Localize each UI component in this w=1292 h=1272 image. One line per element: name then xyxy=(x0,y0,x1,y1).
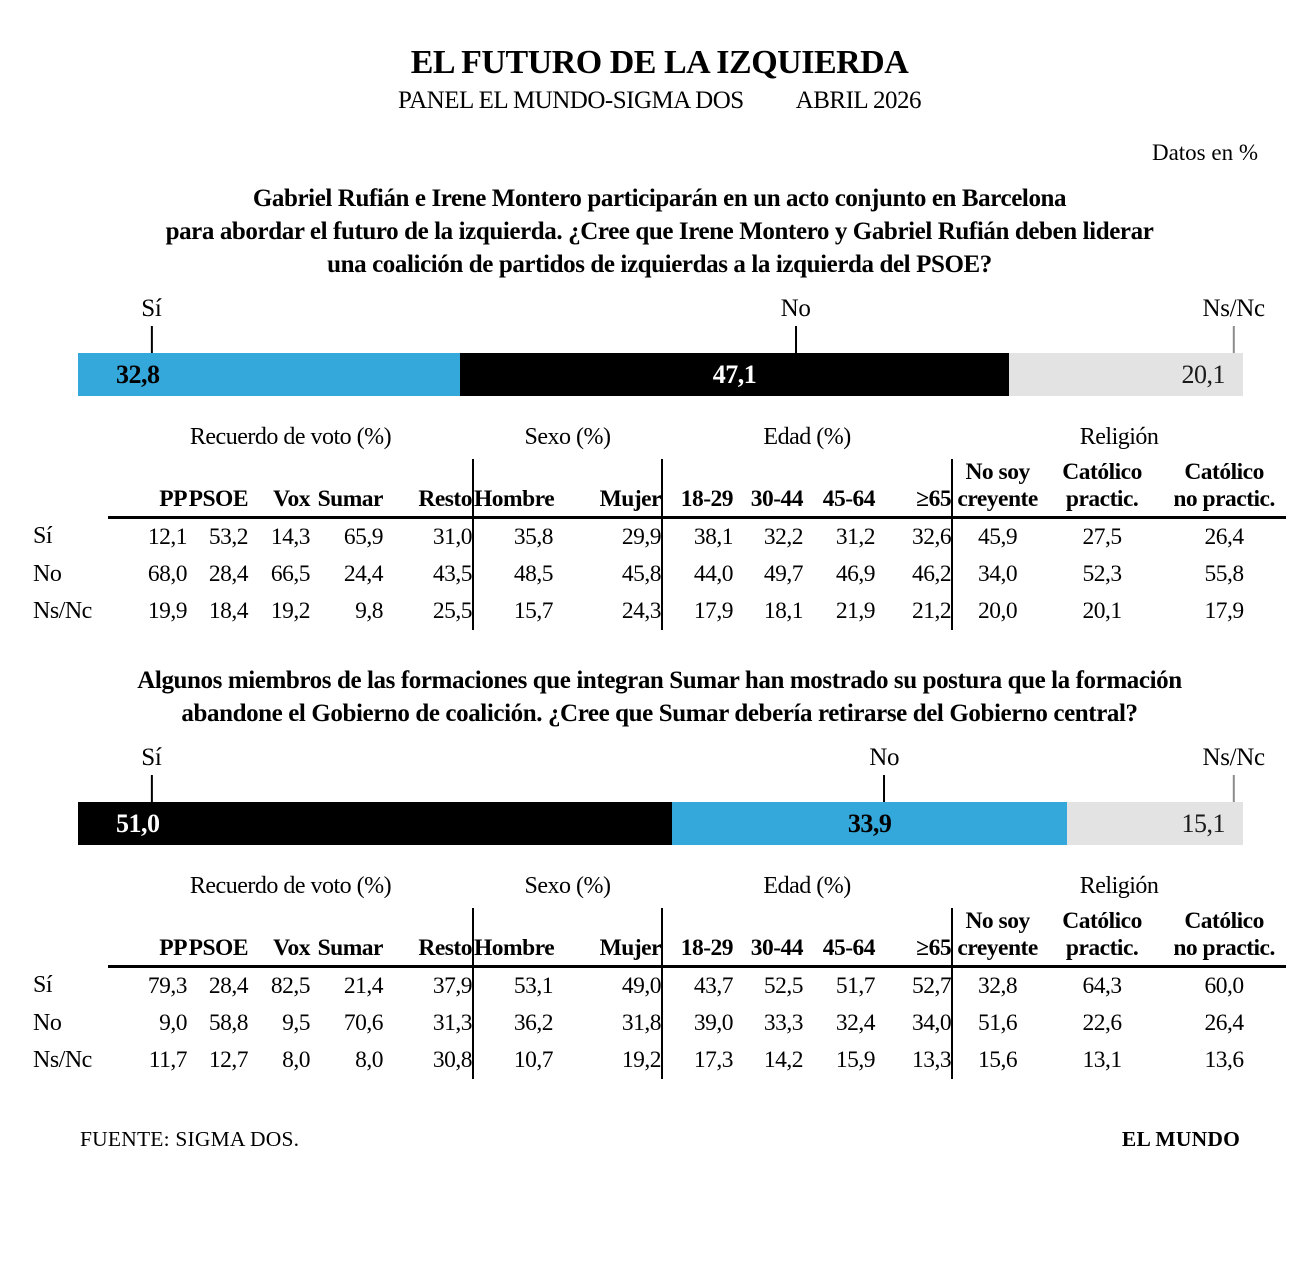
data-cell: 19,2 xyxy=(621,1047,662,1073)
data-cell: 21,2 xyxy=(911,598,952,624)
panel-subtitle xyxy=(33,86,1286,116)
data-cell: 14,3 xyxy=(270,524,310,550)
data-cell: 34,0 xyxy=(911,1010,952,1036)
data-cell: 17,9 xyxy=(662,593,733,630)
column-header xyxy=(473,908,553,967)
bar-category-label: Sí xyxy=(141,295,162,322)
column-header xyxy=(473,459,553,518)
data-cell: 37,9 xyxy=(432,973,473,999)
data-cell: 43,5 xyxy=(432,561,473,587)
column-header-line: Católico xyxy=(1062,908,1142,934)
question-line: para abordar el futuro de la izquierda. ¿Cree que Irene Montero y Gabriel Rufián deben liderar xyxy=(165,218,1154,245)
bar-category-si xyxy=(141,744,161,802)
data-cell: 31,8 xyxy=(621,1010,662,1036)
bar-segment-si xyxy=(78,802,672,845)
column-header-line: Resto xyxy=(418,486,473,512)
data-cell: 45,9 xyxy=(952,518,1042,557)
group-header: Edad (%) xyxy=(763,424,851,450)
group-header: Religión xyxy=(1079,424,1159,450)
column-header xyxy=(108,459,187,518)
data-cell: 21,4 xyxy=(343,973,383,999)
column-header-line: Católico xyxy=(1184,459,1264,485)
data-cell: 79,3 xyxy=(147,973,187,999)
bar-tick xyxy=(795,326,797,353)
data-cell: 9,8 xyxy=(355,598,383,624)
data-cell: 48,5 xyxy=(473,556,553,593)
bar-tick xyxy=(1233,326,1235,353)
column-header-line: ≥65 xyxy=(916,935,952,961)
bar-category-label: No xyxy=(780,295,811,322)
data-cell: 24,3 xyxy=(621,598,662,624)
column-header-line: Hombre xyxy=(474,486,555,512)
data-cell: 28,4 xyxy=(208,973,248,999)
data-cell: 12,1 xyxy=(147,524,187,550)
data-cell: 30,8 xyxy=(432,1047,473,1073)
data-cell: 19,9 xyxy=(147,598,187,624)
column-header-line: Sumar xyxy=(317,486,383,512)
column-header xyxy=(1162,459,1286,518)
column-header xyxy=(1162,908,1286,967)
column-header xyxy=(310,459,383,518)
footer xyxy=(80,1127,1240,1152)
bar-category-label: Sí xyxy=(141,744,162,771)
column-header xyxy=(553,908,662,967)
table-row xyxy=(33,593,1286,630)
bar-category-labels xyxy=(78,742,1265,802)
column-header xyxy=(733,908,803,967)
column-header xyxy=(803,908,875,967)
column-header xyxy=(383,908,473,967)
column-header-line: Hombre xyxy=(474,935,555,961)
data-cell: 52,5 xyxy=(763,973,804,999)
data-cell: 53,2 xyxy=(208,524,248,550)
data-cell: 15,9 xyxy=(835,1047,876,1073)
column-header-line: creyente xyxy=(957,486,1038,512)
bar-category-label: Ns/Nc xyxy=(1202,744,1265,771)
group-header: Sexo (%) xyxy=(524,873,611,899)
infographic xyxy=(0,44,1286,1152)
data-cell: 24,4 xyxy=(343,561,383,587)
source-label: FUENTE: SIGMA DOS. xyxy=(80,1127,300,1151)
data-cell: 8,0 xyxy=(282,1047,310,1073)
bar-tick xyxy=(883,775,885,802)
data-cell: 18,1 xyxy=(763,598,804,624)
data-cell: 20,1 xyxy=(1082,598,1122,624)
data-cell: 15,7 xyxy=(473,593,553,630)
data-cell: 52,3 xyxy=(1082,561,1122,587)
column-header xyxy=(662,908,733,967)
question-text xyxy=(33,664,1286,730)
bar-tick xyxy=(1233,775,1235,802)
survey-block-1 xyxy=(33,182,1286,630)
column-header-line: ≥65 xyxy=(916,486,952,512)
column-header xyxy=(875,459,952,518)
row-label: Ns/Nc xyxy=(33,1047,92,1073)
group-header: Recuerdo de voto (%) xyxy=(189,424,392,450)
data-cell: 46,2 xyxy=(911,561,952,587)
table-row xyxy=(33,518,1286,557)
data-cell: 38,1 xyxy=(662,518,733,557)
question-line: Algunos miembros de las formaciones que integran Sumar han mostrado su postura que la formación xyxy=(137,667,1182,694)
bar-category-nsnc xyxy=(1202,295,1264,353)
column-header-line: practic. xyxy=(1065,486,1139,512)
row-label: No xyxy=(33,1010,62,1036)
stacked-bar-area xyxy=(78,293,1265,396)
data-cell: 44,0 xyxy=(662,556,733,593)
column-header-line: Vox xyxy=(273,935,310,961)
column-header xyxy=(1042,908,1162,967)
column-header-line: Mujer xyxy=(599,486,662,512)
column-header-line: 45-64 xyxy=(822,935,876,961)
data-cell: 17,9 xyxy=(1204,598,1244,624)
data-cell: 66,5 xyxy=(270,561,310,587)
data-cell: 55,8 xyxy=(1204,561,1244,587)
group-header: Edad (%) xyxy=(763,873,851,899)
data-cell: 46,9 xyxy=(835,561,876,587)
data-cell: 68,0 xyxy=(147,561,187,587)
data-cell: 45,8 xyxy=(621,561,662,587)
column-header xyxy=(187,459,248,518)
stacked-bar xyxy=(78,802,1243,845)
group-header: Religión xyxy=(1079,873,1159,899)
column-header-line: creyente xyxy=(957,935,1038,961)
data-cell: 13,1 xyxy=(1082,1047,1122,1073)
column-header xyxy=(248,459,310,518)
column-header-line: 30-44 xyxy=(750,486,804,512)
bar-segment-nsnc xyxy=(1009,353,1243,396)
bar-category-label: No xyxy=(869,744,900,771)
column-header-line: Mujer xyxy=(599,935,662,961)
data-cell: 39,0 xyxy=(662,1005,733,1042)
data-cell: 9,0 xyxy=(159,1010,187,1036)
data-cell: 11,7 xyxy=(148,1047,187,1073)
bar-value: 47,1 xyxy=(712,359,757,389)
data-cell: 35,8 xyxy=(473,518,553,557)
data-cell: 17,3 xyxy=(662,1042,733,1079)
column-header-row xyxy=(33,459,1286,518)
column-header-row xyxy=(33,908,1286,967)
data-cell: 15,6 xyxy=(952,1042,1042,1079)
data-cell: 53,1 xyxy=(473,967,553,1006)
data-cell: 58,8 xyxy=(208,1010,248,1036)
survey-block-2 xyxy=(33,664,1286,1079)
bar-segment-nsnc xyxy=(1067,802,1243,845)
data-cell: 13,3 xyxy=(911,1047,952,1073)
group-header: Sexo (%) xyxy=(524,424,611,450)
data-cell: 10,7 xyxy=(473,1042,553,1079)
question-line: abandone el Gobierno de coalición. ¿Cree que Sumar debería retirarse del Gobierno central? xyxy=(181,700,1138,727)
column-header-line: 30-44 xyxy=(750,935,804,961)
column-header xyxy=(383,459,473,518)
data-cell: 22,6 xyxy=(1082,1010,1122,1036)
column-header xyxy=(1042,459,1162,518)
page-title: EL FUTURO DE LA IZQUIERDA xyxy=(410,44,909,81)
data-cell: 51,6 xyxy=(952,1005,1042,1042)
bar-tick xyxy=(150,775,152,802)
panel-name: PANEL EL MUNDO-SIGMA DOS xyxy=(398,87,744,114)
crosstab-table-2 xyxy=(33,873,1286,1079)
bar-category-label: Ns/Nc xyxy=(1202,295,1265,322)
column-header xyxy=(875,908,952,967)
brand-label: EL MUNDO xyxy=(1121,1127,1240,1151)
data-cell: 82,5 xyxy=(270,973,310,999)
column-header-line: PSOE xyxy=(188,486,248,512)
stacked-bar-area xyxy=(78,742,1265,845)
bar-segment-no xyxy=(672,802,1067,845)
column-header xyxy=(187,908,248,967)
column-header-line: Vox xyxy=(273,486,310,512)
column-header-line: No soy xyxy=(965,908,1030,934)
bar-value: 15,1 xyxy=(1181,808,1225,838)
data-cell: 70,6 xyxy=(343,1010,383,1036)
panel-date: ABRIL 2026 xyxy=(795,87,921,114)
data-cell: 31,2 xyxy=(835,524,876,550)
data-cell: 26,4 xyxy=(1204,1010,1244,1036)
group-header-row xyxy=(33,873,1286,908)
bar-value: 33,9 xyxy=(847,808,892,838)
table-row xyxy=(33,967,1286,1006)
row-label: Sí xyxy=(33,972,53,999)
data-cell: 51,7 xyxy=(835,973,876,999)
data-cell: 43,7 xyxy=(662,967,733,1006)
crosstab-table-1 xyxy=(33,424,1286,630)
column-header-line: no practic. xyxy=(1173,486,1275,512)
row-label: Sí xyxy=(33,523,53,550)
row-label: Ns/Nc xyxy=(33,598,92,624)
bar-category-no xyxy=(869,744,899,802)
data-cell: 32,2 xyxy=(763,524,804,550)
column-header-line: practic. xyxy=(1065,935,1139,961)
group-header: Recuerdo de voto (%) xyxy=(189,873,392,899)
data-cell: 36,2 xyxy=(473,1005,553,1042)
data-cell: 33,3 xyxy=(763,1010,804,1036)
data-cell: 60,0 xyxy=(1204,973,1244,999)
column-header-line: Católico xyxy=(1184,908,1264,934)
bar-category-nsnc xyxy=(1202,744,1264,802)
data-cell: 26,4 xyxy=(1204,524,1244,550)
data-cell: 32,4 xyxy=(835,1010,876,1036)
column-header xyxy=(803,459,875,518)
survey-blocks xyxy=(33,182,1286,1079)
column-header-line: 18-29 xyxy=(680,486,734,512)
column-header xyxy=(952,908,1042,967)
bar-category-no xyxy=(781,295,811,353)
bar-segment-si xyxy=(78,353,460,396)
data-cell: 65,9 xyxy=(343,524,383,550)
table-row xyxy=(33,1042,1286,1079)
bar-tick xyxy=(150,326,152,353)
column-header-line: PP xyxy=(159,486,187,512)
column-header xyxy=(662,459,733,518)
data-cell: 29,9 xyxy=(621,524,662,550)
column-header xyxy=(108,908,187,967)
bar-category-labels xyxy=(78,293,1265,353)
question-line: Gabriel Rufián e Irene Montero participarán en un acto conjunto en Barcelona xyxy=(252,185,1067,212)
data-cell: 28,4 xyxy=(208,561,248,587)
bar-category-si xyxy=(141,295,161,353)
column-header-line: 45-64 xyxy=(822,486,876,512)
data-cell: 9,5 xyxy=(282,1010,310,1036)
column-header xyxy=(553,459,662,518)
data-cell: 20,0 xyxy=(952,593,1042,630)
stacked-bar xyxy=(78,353,1243,396)
bar-segment-no xyxy=(460,353,1009,396)
bar-value: 51,0 xyxy=(116,808,160,838)
data-cell: 13,6 xyxy=(1204,1047,1244,1073)
data-cell: 18,4 xyxy=(208,598,248,624)
data-cell: 25,5 xyxy=(432,598,473,624)
column-header xyxy=(248,908,310,967)
data-cell: 52,7 xyxy=(911,973,952,999)
column-header-line: No soy xyxy=(965,459,1030,485)
data-cell: 21,9 xyxy=(835,598,876,624)
column-header-line: Sumar xyxy=(317,935,383,961)
row-label: No xyxy=(33,561,62,587)
column-header-line: PSOE xyxy=(188,935,248,961)
data-cell: 31,3 xyxy=(432,1010,473,1036)
column-header-line: no practic. xyxy=(1173,935,1275,961)
question-text xyxy=(33,182,1286,281)
data-cell: 31,0 xyxy=(432,524,473,550)
data-cell: 49,0 xyxy=(621,973,662,999)
data-cell: 32,8 xyxy=(952,967,1042,1006)
bar-value: 20,1 xyxy=(1181,359,1225,389)
column-header xyxy=(733,459,803,518)
column-header xyxy=(310,908,383,967)
data-cell: 32,6 xyxy=(911,524,952,550)
column-header-line: Resto xyxy=(418,935,473,961)
data-cell: 12,7 xyxy=(208,1047,248,1073)
bar-value: 32,8 xyxy=(116,359,160,389)
units-note: Datos en % xyxy=(1151,140,1258,165)
data-cell: 27,5 xyxy=(1082,524,1122,550)
column-header-line: 18-29 xyxy=(680,935,734,961)
data-cell: 19,2 xyxy=(270,598,310,624)
group-header-row xyxy=(33,424,1286,459)
column-header-line: PP xyxy=(159,935,187,961)
table-row xyxy=(33,556,1286,593)
data-cell: 34,0 xyxy=(952,556,1042,593)
table-row xyxy=(33,1005,1286,1042)
column-header xyxy=(952,459,1042,518)
question-line: una coalición de partidos de izquierdas a la izquierda del PSOE? xyxy=(327,251,992,278)
data-cell: 49,7 xyxy=(763,561,804,587)
data-cell: 64,3 xyxy=(1082,973,1122,999)
data-cell: 14,2 xyxy=(763,1047,804,1073)
data-cell: 8,0 xyxy=(355,1047,383,1073)
column-header-line: Católico xyxy=(1062,459,1142,485)
